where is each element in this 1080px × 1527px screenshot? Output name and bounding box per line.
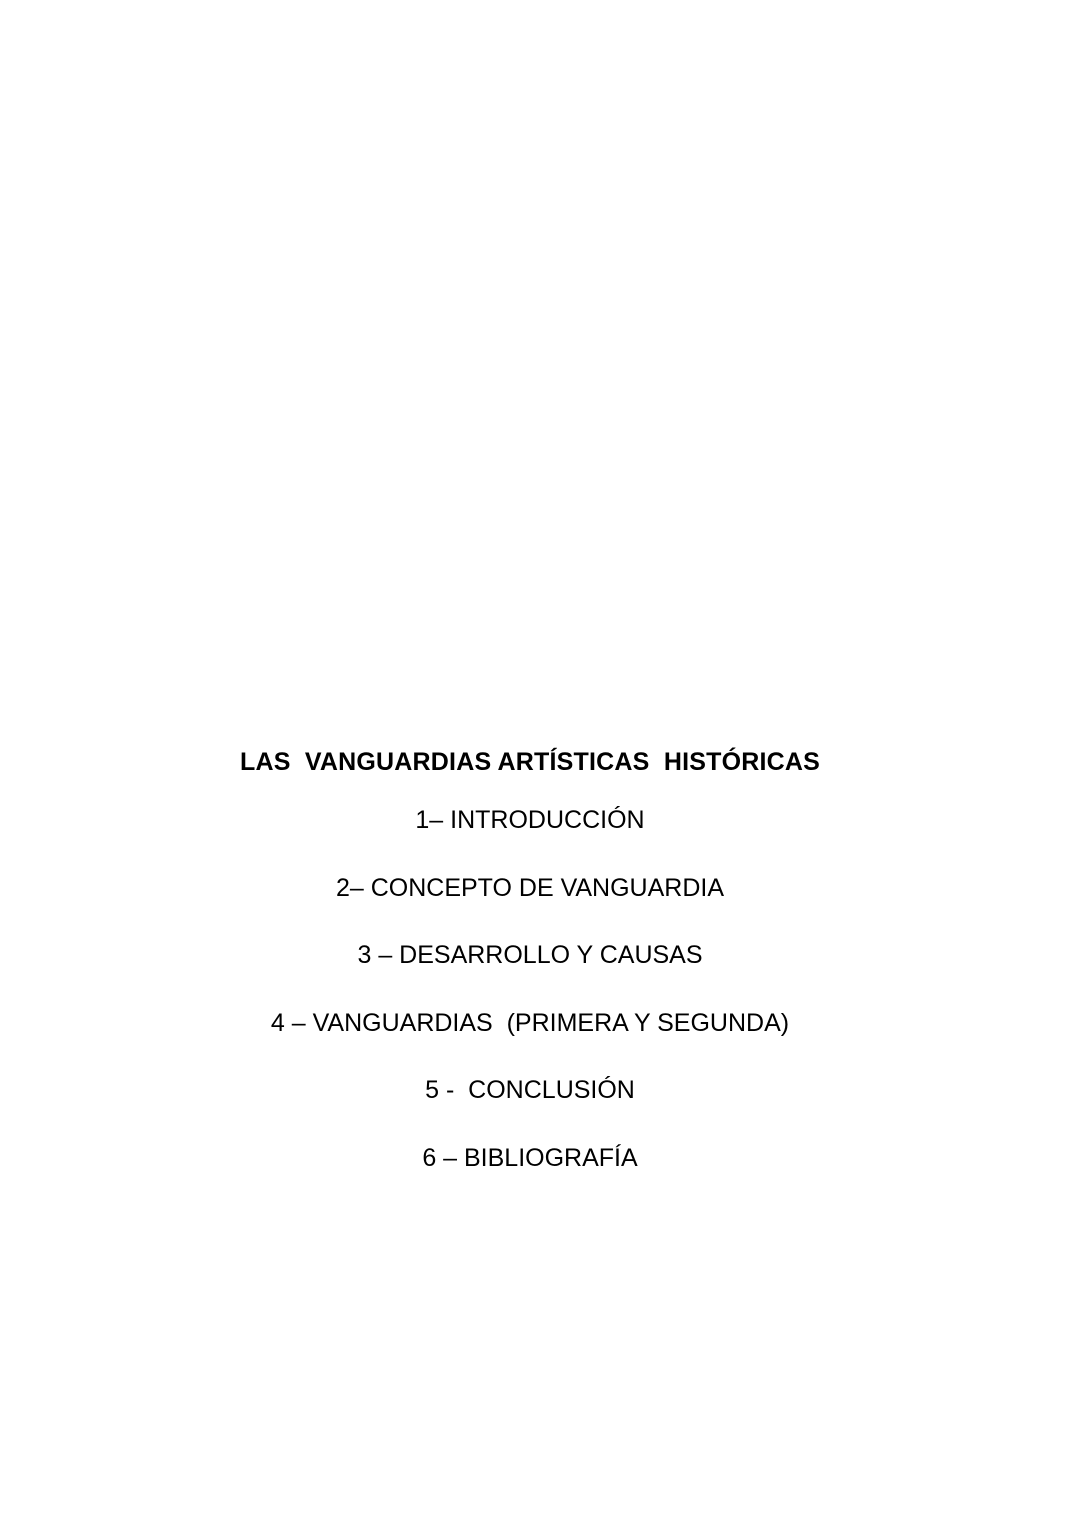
toc-item-introduccion: 1– INTRODUCCIÓN xyxy=(415,806,645,834)
toc-item-vanguardias: 4 – VANGUARDIAS (PRIMERA Y SEGUNDA) xyxy=(270,1008,790,1037)
table-of-contents xyxy=(0,803,1060,1208)
toc-item-desarrollo: 3 – DESARROLLO Y CAUSAS xyxy=(357,941,703,969)
toc-item-bibliografia: 6 – BIBLIOGRAFÍA xyxy=(422,1143,638,1172)
document-title: LAS VANGUARDIAS ARTÍSTICAS HISTÓRICAS xyxy=(239,748,821,776)
toc-item-concepto: 2– CONCEPTO DE VANGUARDIA xyxy=(335,873,725,902)
toc-item-conclusion: 5 - CONCLUSIÓN xyxy=(425,1076,635,1104)
